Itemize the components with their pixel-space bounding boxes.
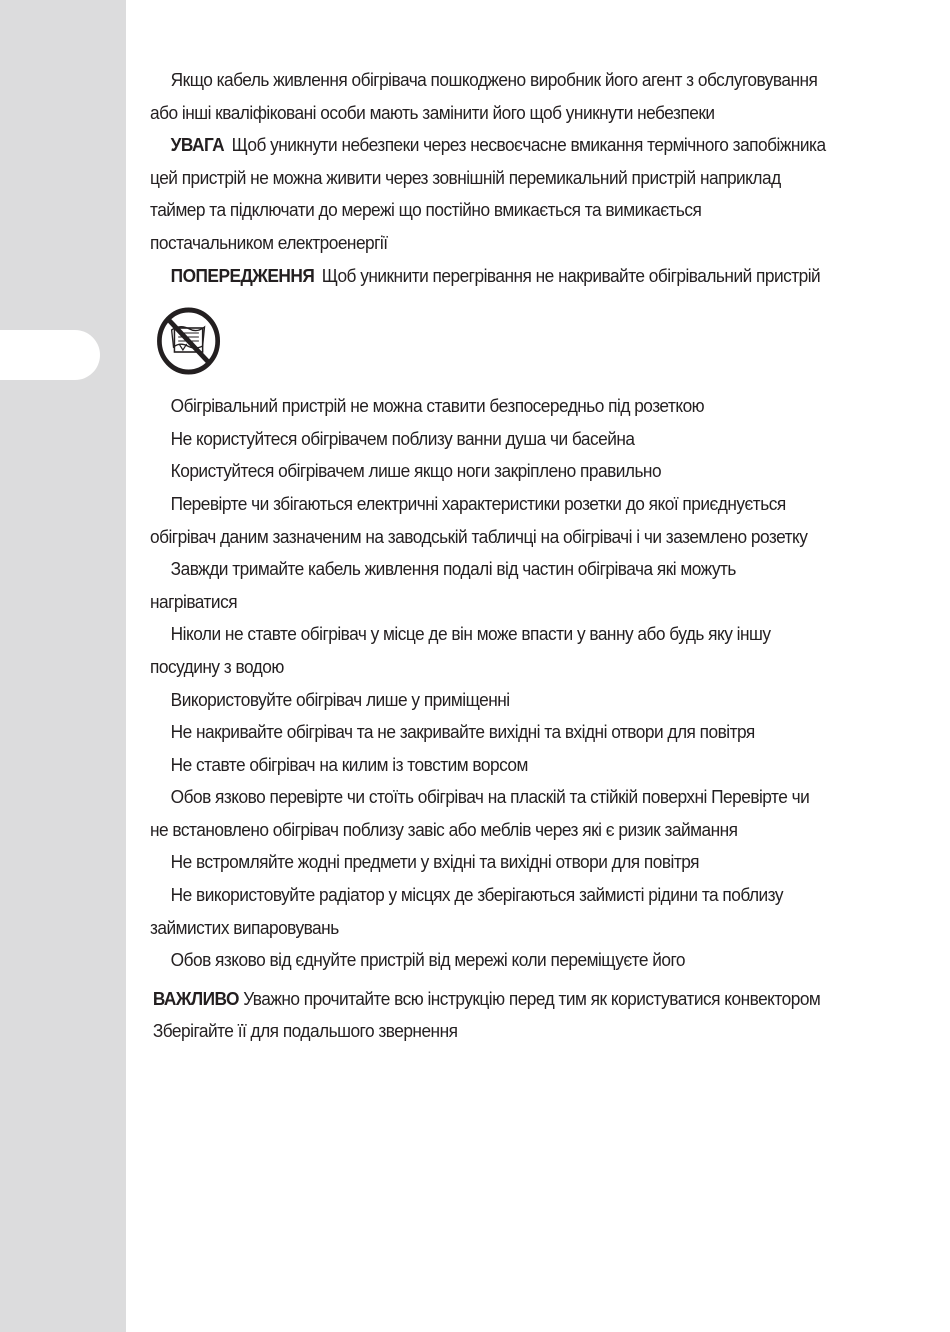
instruction-item: Перевірте чи збігаються електричні характеристики розетки до якої приєднується обігрівач даним зазначеним на заводській табличці на обігрівачі і чи заземлено розетку	[150, 492, 808, 547]
warning-paragraph-overheating	[150, 260, 827, 293]
instruction-item: Не встромляйте жодні предмети у вхідні та вихідні отвори для повітря	[170, 851, 700, 873]
manual-page-content	[150, 64, 827, 1048]
instruction-item: Не накривайте обігрівач та не закривайте вихідні та вхідні отвори для повітря	[170, 721, 755, 743]
instruction-item: Обов язково перевірте чи стоїть обігрівач на пласкій та стійкій поверхні Перевірте чи не встановлено обігрівач поблизу завіс або меблів через які є ризик займання	[150, 786, 810, 840]
side-margin-strip	[0, 0, 126, 1332]
warning-text: Щоб уникнити перегрівання не накривайте обігрівальний пристрій	[321, 264, 821, 286]
side-tab-marker	[0, 330, 100, 380]
instruction-item: Використовуйте обігрівач лише у приміщенні	[170, 688, 510, 710]
warning-label: ПОПЕРЕДЖЕННЯ	[170, 264, 315, 286]
icon-row	[150, 292, 827, 390]
instruction-item: Завжди тримайте кабель живлення подалі від частин обігрівача які можуть нагріватися	[150, 558, 736, 612]
instruction-item: Не ставте обігрівач на килим із товстим ворсом	[170, 753, 528, 775]
caution-label: УВАГА	[170, 134, 225, 156]
important-note	[150, 983, 827, 1048]
caution-text: Щоб уникнути небезпеки через несвоєчасне вмикання термічного запобіжника цей пристрій не можна живити через зовнішній перемикальний пристрій наприклад таймер та підключати до мережі що постійно вмикається та вимикається постачальником електроенергії	[150, 134, 826, 253]
instruction-item: Обігрівальний пристрій не можна ставити безпосередньо під розеткою	[170, 395, 705, 417]
instruction-item: Ніколи не ставте обігрівач у місце де він може впасти у ванну або будь яку іншу посудину з водою	[150, 623, 771, 677]
instruction-item: Користуйтеся обігрівачем лише якщо ноги закріплено правильно	[170, 460, 662, 482]
important-label: ВАЖЛИВО	[152, 987, 239, 1009]
warning-paragraph-cable: Якщо кабель живлення обігрівача пошкоджено виробник його агент з обслуговування або інші кваліфіковані особи мають замінити його щоб уникнути небезпеки	[150, 69, 818, 123]
do-not-cover-icon	[156, 306, 222, 376]
instruction-item: Обов язково від єднуйте пристрій від мережі коли переміщуєте його	[170, 949, 685, 971]
instruction-item: Не користуйтеся обігрівачем поблизу ванни душа чи басейна	[170, 427, 635, 449]
warning-paragraph-caution	[150, 129, 827, 259]
important-text: Уважно прочитайте всю інструкцію перед тим як користуватися конвектором Зберігайте її для подальшого звернення	[152, 987, 821, 1042]
instruction-item: Не використовуйте радіатор у місцях де зберігаються займисті рідини та поблизу займистих випаровувань	[150, 884, 784, 938]
